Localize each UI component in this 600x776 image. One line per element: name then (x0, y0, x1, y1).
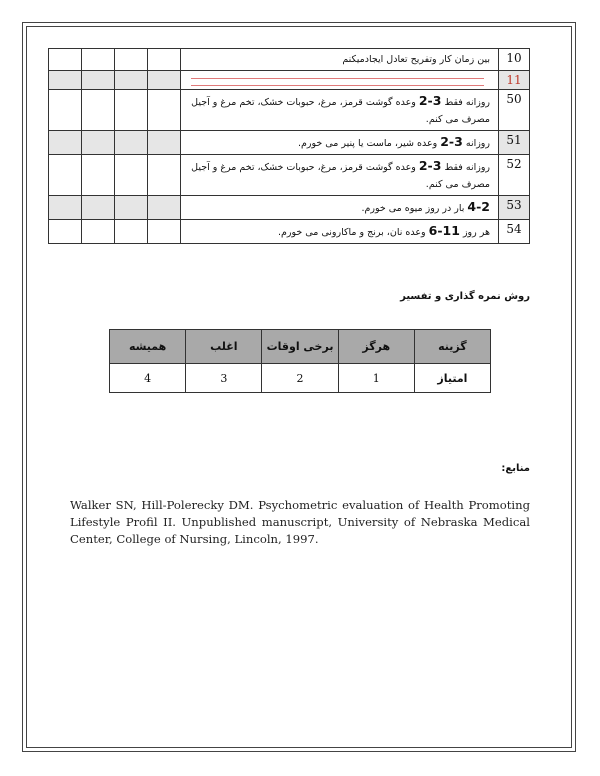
answer-cell[interactable] (49, 90, 82, 131)
question-row (49, 131, 530, 155)
question-text: روزانه 3-2 وعده شیر، ماست یا پنیر می خورم. (181, 131, 499, 155)
scoring-values-row (110, 364, 491, 393)
scoring-value-cell: 1 (338, 364, 414, 393)
question-text: بین زمان کار وتفریح تعادل ایجادمیکنم (181, 49, 499, 71)
scoring-table (109, 329, 491, 393)
answer-cell[interactable] (115, 90, 148, 131)
question-text: هر روز 11-6 وعده نان، برنج و ماکارونی می خورم. (181, 220, 499, 244)
answer-cell[interactable] (148, 71, 181, 90)
answer-cell[interactable] (49, 71, 82, 90)
answer-cell[interactable] (49, 220, 82, 244)
question-number: 11 (499, 71, 530, 90)
answer-cell[interactable] (148, 131, 181, 155)
answer-cell[interactable] (82, 155, 115, 196)
question-number: 53 (499, 196, 530, 220)
scoring-header-cell: هرگز (338, 330, 414, 364)
answer-cell[interactable] (82, 90, 115, 131)
answer-cell[interactable] (82, 49, 115, 71)
scoring-header-cell: همیشه (110, 330, 186, 364)
question-number: 50 (499, 90, 530, 131)
questionnaire-table (48, 48, 530, 244)
answer-cell[interactable] (115, 155, 148, 196)
scoring-title: روش نمره گذاری و تفسیر (400, 291, 530, 302)
question-number: 10 (499, 49, 530, 71)
question-row (49, 71, 530, 90)
answer-cell[interactable] (82, 71, 115, 90)
scoring-row-label: امتیاز (414, 364, 490, 393)
reference-entry: Walker SN, Hill-Polerecky DM. Psychometric evaluation of Health Promoting Lifestyle Profil II. Unpublished manuscript, University of Nebraska Medical Center, College of Nursing, Lincoln, 1997. (70, 498, 530, 546)
answer-cell[interactable] (49, 196, 82, 220)
answer-cell[interactable] (115, 220, 148, 244)
scoring-header-row (110, 330, 491, 364)
answer-cell[interactable] (49, 131, 82, 155)
question-row (49, 196, 530, 220)
question-text-redacted (181, 71, 499, 90)
question-text: روزانه فقط 3-2 وعده گوشت قرمز، مرغ، حبوبات خشک، تخم مرغ و آجیل مصرف می کنم. (181, 155, 499, 196)
redaction-line (191, 78, 484, 86)
question-number: 54 (499, 220, 530, 244)
answer-cell[interactable] (115, 71, 148, 90)
question-number: 51 (499, 131, 530, 155)
question-row (49, 220, 530, 244)
question-number: 52 (499, 155, 530, 196)
scoring-header-cell: اغلب (186, 330, 262, 364)
answer-cell[interactable] (148, 155, 181, 196)
answer-cell[interactable] (49, 49, 82, 71)
question-text: روزانه فقط 3-2 وعده گوشت قرمز، مرغ، حبوبات خشک، تخم مرغ و آجیل مصرف می کنم. (181, 90, 499, 131)
answer-cell[interactable] (115, 131, 148, 155)
answer-cell[interactable] (82, 220, 115, 244)
answer-cell[interactable] (82, 131, 115, 155)
question-row (49, 90, 530, 131)
scoring-value-cell: 4 (110, 364, 186, 393)
scoring-header-cell: گزینه (414, 330, 490, 364)
scoring-value-cell: 2 (262, 364, 338, 393)
answer-cell[interactable] (148, 196, 181, 220)
answer-cell[interactable] (49, 155, 82, 196)
answer-cell[interactable] (82, 196, 115, 220)
answer-cell[interactable] (148, 220, 181, 244)
question-row (49, 155, 530, 196)
answer-cell[interactable] (148, 49, 181, 71)
answer-cell[interactable] (148, 90, 181, 131)
question-text: 4-2 بار در روز میوه می خورم. (181, 196, 499, 220)
answer-cell[interactable] (115, 196, 148, 220)
scoring-value-cell: 3 (186, 364, 262, 393)
answer-cell[interactable] (115, 49, 148, 71)
scoring-header-cell: برخی اوقات (262, 330, 338, 364)
question-row (49, 49, 530, 71)
references-title: منابع: (501, 463, 530, 474)
